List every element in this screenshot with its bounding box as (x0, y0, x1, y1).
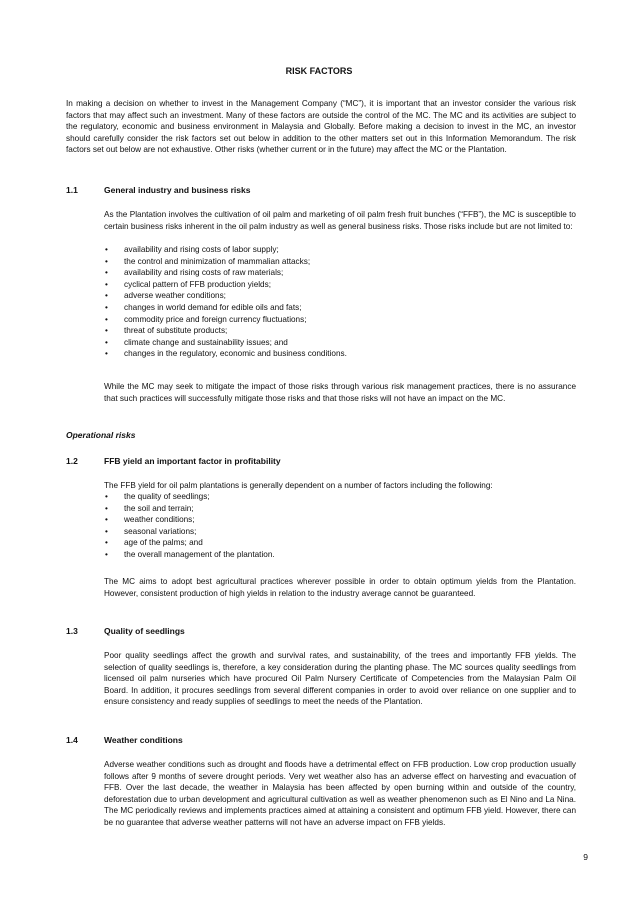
bullet-icon: • (105, 337, 108, 347)
bullet-text: changes in the regulatory, economic and business conditions. (124, 349, 347, 359)
bullet-icon: • (105, 314, 108, 324)
bullet-icon: • (105, 349, 108, 359)
bullet-text: the quality of seedlings; (124, 492, 210, 501)
section-1-3-paragraph-1: Poor quality seedlings affect the growth and survival rates, and sustainability, of the trees and importantly FFB yields. The selection of quality seedlings is, therefore, a key consideration during the planting phase. The MC sources quality seedlings from licensed oil palm nurseries which have procured Oil Palm Nursery Certificate of Competencies from the Malaysian Palm Oil Board. In addition, it procures seedlings from several different companies in order to avoid over reliance on one supplier and to ensure consistency and ready supplies of seedlings to meet the needs of the Plantation. (104, 651, 576, 707)
intro-paragraph: In making a decision on whether to invest in the Management Company (“MC”), it is important that an investor consider the various risk factors that may affect such an investment. Many of these factors are outside the control of the MC. The MC and its activities are subject to the regulatory, economic and business environment in Malaysia and Globally. Before making a decision to invest in the MC, an investor should carefully consider the risk factors set out below in addition to the other matters set out in this Information Memorandum. The risk factors set out below are not exhaustive. Other risks (whether current or in the future) may affect the MC or the Plantation. (66, 99, 576, 155)
section-1-2-bullet-list (104, 491, 576, 561)
bullet-icon: • (105, 302, 108, 312)
bullet-text: adverse weather conditions; (124, 291, 226, 301)
bullet-item (104, 267, 576, 279)
section-1-2-paragraph-2: The MC aims to adopt best agricultural practices wherever possible in order to obtain optimum yields from the Plantation. However, consistent production of high yields in relation to the industry average cannot be guaranteed. (104, 577, 576, 598)
bullet-text: threat of substitute products; (124, 326, 228, 336)
bullet-item (104, 314, 576, 326)
section-title: General industry and business risks (104, 185, 251, 195)
bullet-icon: • (105, 503, 108, 513)
bullet-icon: • (105, 268, 108, 278)
bullet-text: commodity price and foreign currency fluctuations; (124, 314, 307, 324)
bullet-item (104, 244, 576, 256)
section-1-1-bullet-list (104, 244, 576, 360)
section-1-2-paragraph-1: The FFB yield for oil palm plantations is generally dependent on a number of factors including the following: (104, 481, 493, 490)
bullet-item (104, 302, 576, 314)
section-number: 1.2 (66, 456, 78, 466)
section-number: 1.1 (66, 185, 78, 195)
bullet-text: cyclical pattern of FFB production yields; (124, 279, 271, 289)
bullet-item (104, 290, 576, 302)
bullet-text: availability and rising costs of labor supply; (124, 245, 279, 254)
section-1-1-paragraph-1: As the Plantation involves the cultivation of oil palm and marketing of oil palm fresh fruit bunches (“FFB”), the MC is susceptible to certain business risks inherent in the oil palm industry as well as general business risks. Those risks include but are not limited to: (104, 210, 576, 231)
section-title: Weather conditions (104, 735, 183, 745)
bullet-text: seasonal variations; (124, 526, 197, 536)
bullet-text: the overall management of the plantation. (124, 549, 275, 559)
bullet-icon: • (105, 526, 108, 536)
bullet-item (104, 514, 576, 526)
bullet-icon: • (105, 549, 108, 559)
bullet-item (104, 348, 576, 360)
section-1-4-paragraph-1: Adverse weather conditions such as drought and floods have a detrimental effect on FFB production. Low crop production usually follows after 9 months of severe drought periods. Very wet weather also has an adverse effect on harvesting and evacuation of FFB. Over the last decade, the weather in Malaysia has been affected by open burning within and outside of the country, deforestation due to urban development and agricultural cultivation as well as weather phenomenon such as El Nino and La Nina. The MC periodically reviews and implements practices aimed at attaining a consistent and optimum FFB yield. However, there can be no guarantee that adverse weather patterns will not have an adverse impact on FFB yields. (104, 760, 576, 827)
bullet-text: age of the palms; and (124, 538, 203, 548)
section-number: 1.3 (66, 626, 78, 636)
bullet-icon: • (105, 256, 108, 266)
bullet-item (104, 491, 576, 503)
bullet-icon: • (105, 515, 108, 525)
section-title: Quality of seedlings (104, 626, 185, 636)
bullet-text: weather conditions; (124, 515, 195, 525)
bullet-item (104, 537, 576, 549)
bullet-icon: • (105, 538, 108, 548)
bullet-text: the control and minimization of mammalian attacks; (124, 256, 311, 266)
bullet-item (104, 526, 576, 538)
bullet-item (104, 325, 576, 337)
section-1-1-paragraph-2: While the MC may seek to mitigate the impact of those risks through various risk management practices, there is no assurance that such practices will successfully mitigate those risks and that those risks will not have an impact on the MC. (104, 382, 576, 403)
bullet-icon: • (105, 326, 108, 336)
page-title: RISK FACTORS (285, 66, 353, 76)
bullet-item (104, 549, 576, 561)
bullet-item (104, 256, 576, 268)
section-number: 1.4 (66, 735, 78, 745)
section-title: FFB yield an important factor in profitability (104, 456, 281, 466)
bullet-text: changes in world demand for edible oils and fats; (124, 302, 302, 312)
bullet-icon: • (105, 291, 108, 301)
page-number: 9 (583, 852, 588, 862)
bullet-text: climate change and sustainability issues; and (124, 337, 288, 347)
bullet-text: the soil and terrain; (124, 503, 194, 513)
bullet-item (104, 337, 576, 349)
operational-risks-heading: Operational risks (66, 430, 136, 440)
bullet-icon: • (105, 492, 108, 501)
bullet-item (104, 503, 576, 515)
bullet-item (104, 279, 576, 291)
bullet-icon: • (105, 279, 108, 289)
bullet-icon: • (105, 245, 108, 254)
bullet-text: availability and rising costs of raw materials; (124, 268, 284, 278)
